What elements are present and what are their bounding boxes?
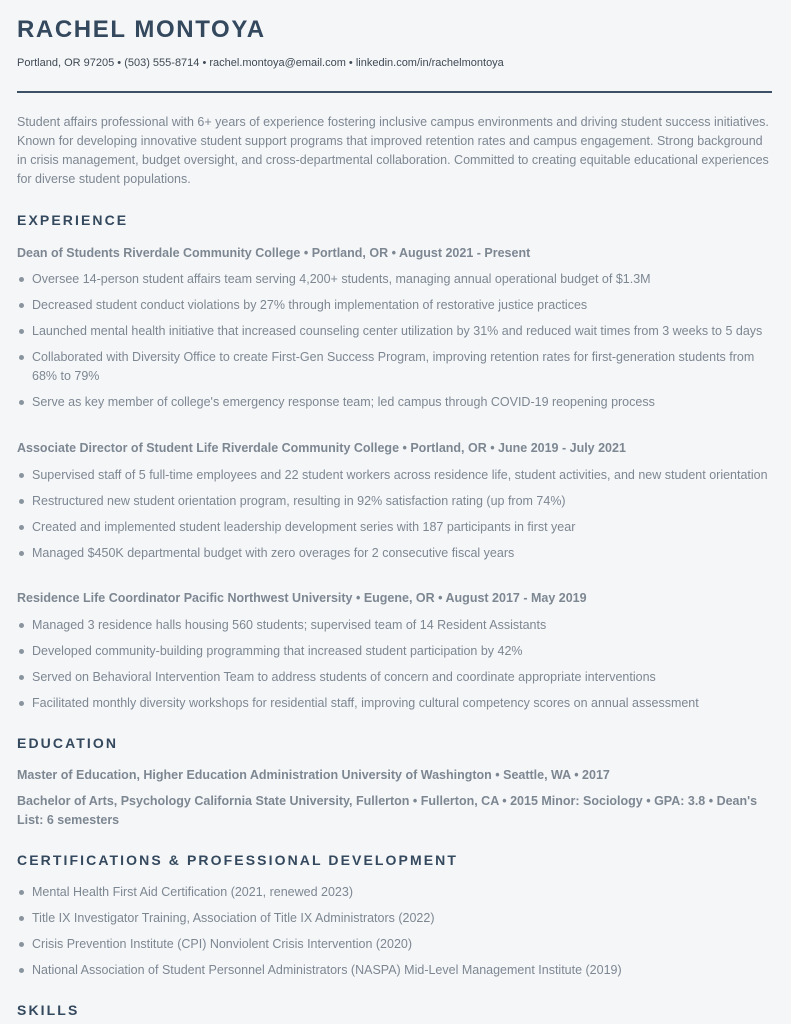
education-entry: Master of Education, Higher Education Administration University of Washington • Seattle, WA • 2017 <box>17 768 610 782</box>
candidate-name: RACHEL MONTOYA <box>17 16 266 43</box>
job-heading: Dean of Students Riverdale Community College • Portland, OR • August 2021 - Present <box>17 246 531 260</box>
list-item: Serve as key member of college's emergency response team; led campus through COVID-19 reopening process <box>17 393 773 412</box>
job-entry <box>17 589 773 713</box>
header-divider <box>17 91 772 93</box>
contact-line: Portland, OR 97205 • (503) 555-8714 • rachel.montoya@email.com • linkedin.com/in/rachelmontoya <box>17 57 504 69</box>
list-item: Mental Health First Aid Certification (2021, renewed 2023) <box>17 883 773 902</box>
job-bullets <box>17 616 773 713</box>
job-heading: Residence Life Coordinator Pacific Northwest University • Eugene, OR • August 2017 - May 2019 <box>17 591 587 605</box>
job-entry <box>17 439 773 563</box>
list-item: Restructured new student orientation program, resulting in 92% satisfaction rating (up from 74%) <box>17 492 773 511</box>
list-item: Managed $450K departmental budget with zero overages for 2 consecutive fiscal years <box>17 544 773 563</box>
list-item: Title IX Investigator Training, Association of Title IX Administrators (2022) <box>17 909 773 928</box>
job-bullets <box>17 466 773 563</box>
education-heading: EDUCATION <box>17 735 119 751</box>
list-item: Developed community-building programming that increased student participation by 42% <box>17 642 773 661</box>
education-list <box>17 766 773 830</box>
job-entry <box>17 244 773 412</box>
experience-heading: EXPERIENCE <box>17 212 129 228</box>
list-item: Served on Behavioral Intervention Team to address students of concern and coordinate appropriate interventions <box>17 668 773 687</box>
list-item: Managed 3 residence halls housing 560 students; supervised team of 14 Resident Assistants <box>17 616 773 635</box>
education-entry: Bachelor of Arts, Psychology California State University, Fullerton • Fullerton, CA • 2015 Minor: Sociology • GPA: 3.8 • Dean's List: 6 semesters <box>17 794 758 827</box>
skills-heading: SKILLS <box>17 1002 80 1018</box>
list-item: Oversee 14-person student affairs team serving 4,200+ students, managing annual operational budget of $1.3M <box>17 270 773 289</box>
job-bullets <box>17 270 773 412</box>
list-item: Launched mental health initiative that increased counseling center utilization by 31% and reduced wait times from 3 weeks to 5 days <box>17 322 773 341</box>
professional-summary: Student affairs professional with 6+ years of experience fostering inclusive campus environments and driving student success initiatives. Known for developing innovative student support programs that improved retention rates and campus engagement. Strong background in crisis management, budget oversight, and cross-departmental collaboration. Committed to creating equitable educational experiences for diverse student populations. <box>17 115 769 186</box>
job-heading: Associate Director of Student Life Riverdale Community College • Portland, OR • June 2019 - July 2021 <box>17 441 626 455</box>
list-item: Crisis Prevention Institute (CPI) Nonviolent Crisis Intervention (2020) <box>17 935 773 954</box>
list-item: Decreased student conduct violations by 27% through implementation of restorative justice practices <box>17 296 773 315</box>
list-item: Created and implemented student leadership development series with 187 participants in first year <box>17 518 773 537</box>
certifications-heading: CERTIFICATIONS & PROFESSIONAL DEVELOPMENT <box>17 852 459 868</box>
list-item: Facilitated monthly diversity workshops for residential staff, improving cultural competency scores on annual assessment <box>17 694 773 713</box>
certification-bullets <box>17 883 773 980</box>
list-item: Supervised staff of 5 full-time employees and 22 student workers across residence life, student activities, and new student orientation <box>17 466 773 485</box>
certifications-list <box>17 883 773 980</box>
list-item: Collaborated with Diversity Office to create First-Gen Success Program, improving retention rates for first-generation students from 68% to 79% <box>17 348 773 386</box>
list-item: National Association of Student Personnel Administrators (NASPA) Mid-Level Management Institute (2019) <box>17 961 773 980</box>
